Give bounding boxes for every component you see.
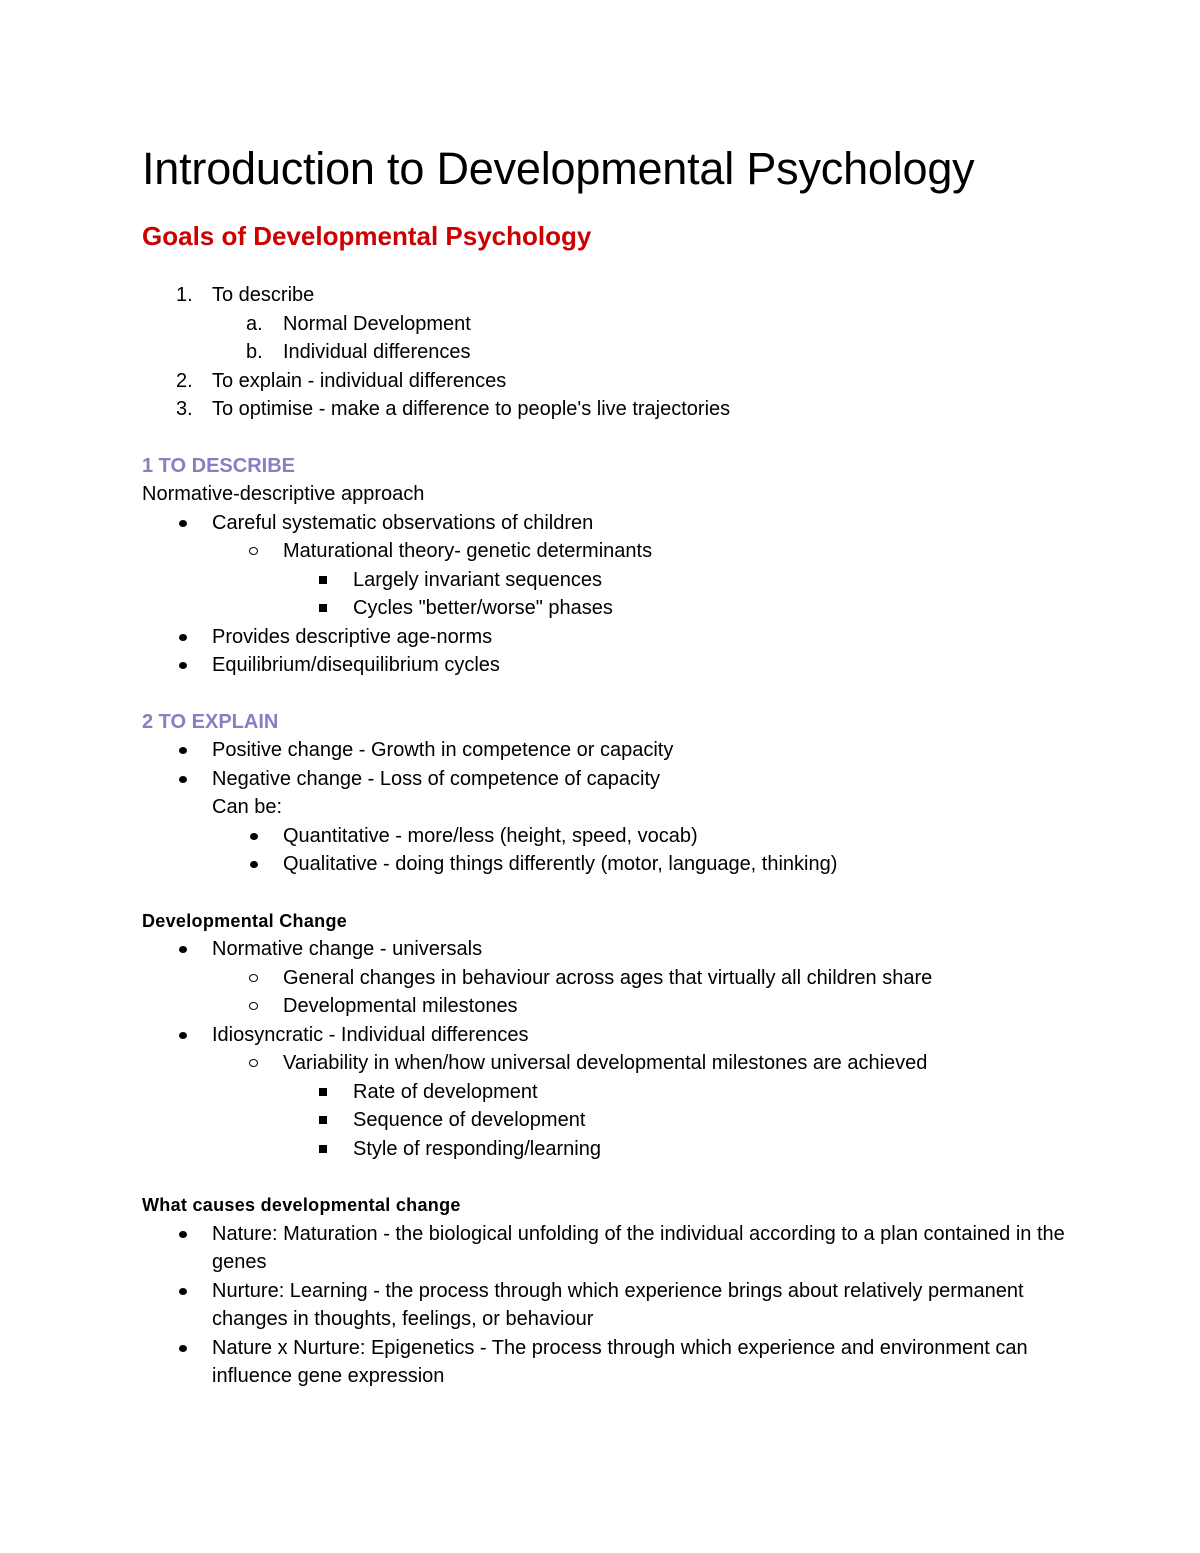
list-item-text: Sequence of development — [353, 1109, 586, 1131]
list-item — [142, 594, 1102, 623]
bullet-circle-icon — [249, 974, 258, 982]
list-item — [142, 281, 1102, 310]
list-marker: 3. — [176, 398, 193, 420]
list-item-text: Style of responding/learning — [353, 1137, 601, 1160]
list-item — [142, 1049, 1102, 1078]
list-item-text: Nature x Nurture: Epigenetics - The process through which experience and environment can influence gene expression — [212, 1336, 1028, 1387]
list-marker: 1. — [176, 284, 193, 306]
list-item-text: Cycles "better/worse" phases — [353, 597, 613, 619]
list-item-text: To optimise - make a difference to people's live trajectories — [212, 398, 731, 420]
document-page — [142, 140, 1102, 1391]
bullet-circle-icon — [249, 547, 258, 555]
bullet-disc-icon — [250, 833, 258, 840]
bullet-disc-icon — [179, 747, 187, 754]
list-marker: b. — [246, 341, 263, 363]
bullet-disc-icon — [179, 662, 187, 669]
list-item — [142, 310, 1102, 339]
can-be-label: Can be: — [212, 796, 283, 818]
bullet-square-icon — [319, 1145, 327, 1153]
bullet-disc-icon — [179, 634, 187, 641]
goals-heading: Goals of Developmental Psychology — [142, 221, 592, 251]
list-item-text: To explain - individual differences — [212, 369, 507, 392]
list-item-text: Maturational theory- genetic determinants — [283, 540, 653, 562]
bullet-disc-icon — [179, 1231, 187, 1238]
list-item — [142, 566, 1102, 595]
bullet-disc-icon — [250, 861, 258, 868]
list-item-text: Quantitative - more/less (height, speed, vocab) — [283, 824, 698, 847]
list-item — [142, 822, 1102, 851]
list-item — [142, 964, 1102, 993]
list-item-text: To describe — [212, 284, 315, 306]
bullet-circle-icon — [249, 1002, 258, 1010]
list-item — [142, 736, 1102, 765]
list-marker: a. — [246, 312, 263, 335]
goals-list — [142, 281, 1102, 424]
bullet-disc-icon — [179, 776, 187, 783]
list-item — [142, 367, 1102, 396]
causes-list — [142, 1220, 1102, 1391]
list-item-text: Careful systematic observations of children — [212, 511, 594, 534]
list-item-text: Equilibrium/disequilibrium cycles — [212, 654, 500, 676]
bullet-disc-icon — [179, 1345, 187, 1352]
list-item-text: Nurture: Learning - the process through which experience brings about relatively permanent changes in thoughts, feelings, or behaviour — [212, 1279, 1024, 1330]
list-item — [142, 1334, 1102, 1391]
list-item — [142, 765, 1102, 794]
bullet-circle-icon — [249, 1059, 258, 1067]
list-item-text: Positive change - Growth in competence or capacity — [212, 739, 674, 761]
bullet-disc-icon — [179, 520, 187, 527]
list-marker: 2. — [176, 369, 193, 392]
list-item — [142, 395, 1102, 424]
list-item — [142, 1078, 1102, 1107]
list-item-text: Negative change - Loss of competence of capacity — [212, 767, 661, 790]
list-item-text: Developmental milestones — [283, 995, 518, 1017]
list-item — [142, 623, 1102, 652]
list-item-text: Individual differences — [283, 341, 471, 363]
bullet-square-icon — [319, 576, 327, 584]
bullet-disc-icon — [179, 1032, 187, 1039]
list-item-text: Nature: Maturation - the biological unfolding of the individual according to a plan contained in the genes — [212, 1222, 1065, 1273]
list-item — [142, 992, 1102, 1021]
list-item-text: Largely invariant sequences — [353, 568, 603, 591]
list-item — [142, 1277, 1102, 1334]
list-item — [142, 935, 1102, 964]
list-item-text: General changes in behaviour across ages that virtually all children share — [283, 966, 933, 989]
describe-intro: Normative-descriptive approach — [142, 483, 425, 505]
list-item — [142, 1106, 1102, 1135]
list-item-text: Provides descriptive age-norms — [212, 625, 493, 648]
bullet-square-icon — [319, 1116, 327, 1124]
list-item-text: Normal Development — [283, 312, 471, 335]
explain-heading: 2 TO EXPLAIN — [142, 710, 279, 733]
list-item-text: Idiosyncratic - Individual differences — [212, 1023, 529, 1046]
list-item — [142, 1220, 1102, 1277]
bullet-square-icon — [319, 604, 327, 612]
list-item — [142, 850, 1102, 879]
document-title: Introduction to Developmental Psychology — [142, 143, 975, 194]
list-item — [142, 537, 1102, 566]
list-item-text: Qualitative - doing things differently (motor, language, thinking) — [283, 853, 838, 875]
dev-change-list — [142, 935, 1102, 1163]
list-item — [142, 509, 1102, 538]
list-item — [142, 1021, 1102, 1050]
describe-heading: 1 TO DESCRIBE — [142, 454, 295, 477]
list-item — [142, 338, 1102, 367]
bullet-disc-icon — [179, 1288, 187, 1295]
causes-heading: What causes developmental change — [142, 1195, 461, 1215]
list-item-text: Normative change - universals — [212, 938, 483, 960]
describe-list — [142, 509, 1102, 680]
list-item — [142, 651, 1102, 680]
bullet-square-icon — [319, 1088, 327, 1096]
dev-change-heading: Developmental Change — [142, 910, 348, 931]
list-item — [142, 1135, 1102, 1164]
list-item-text: Variability in when/how universal developmental milestones are achieved — [283, 1052, 928, 1074]
bullet-disc-icon — [179, 946, 187, 953]
explain-list — [142, 736, 1102, 879]
list-item-text: Rate of development — [353, 1080, 538, 1103]
